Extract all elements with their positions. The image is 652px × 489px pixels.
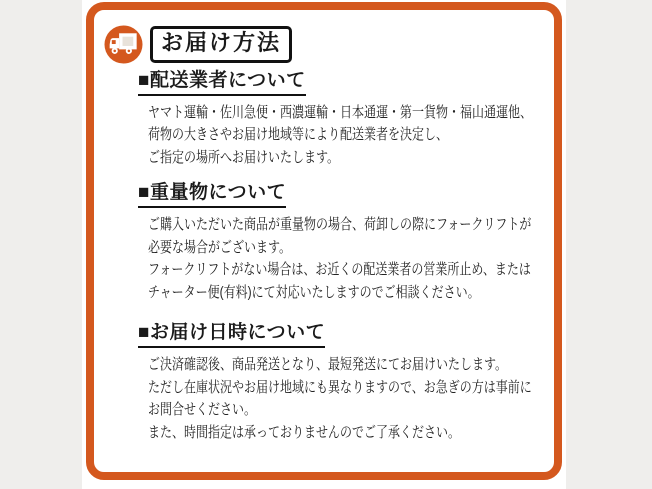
section-carriers	[138, 71, 540, 169]
text-line: ヤマト運輸・佐川急便・西濃運輸・日本通運・第一貨物・福山通運他、	[148, 103, 533, 121]
sections-container	[138, 71, 540, 444]
card-header	[94, 10, 554, 64]
delivery-info-card	[86, 2, 562, 480]
section-delivery-datetime	[138, 323, 540, 444]
text-line: 必要な場合がございます。	[148, 238, 292, 256]
text-line: 荷物の大きさやお届け地域等により配送業者を決定し、	[148, 126, 449, 144]
text-line: ご購入いただいた商品が重量物の場合、荷卸しの際にフォークリフトが	[148, 216, 532, 234]
text-line: ただし在庫状況やお届け地域にも異なりますので、お急ぎの方は事前に	[148, 378, 532, 396]
section-heavy-items-heading: ■重量物について	[138, 183, 286, 208]
section-heavy-items-body	[148, 214, 532, 304]
section-delivery-datetime-body	[148, 354, 532, 444]
section-heavy-items	[138, 183, 540, 304]
section-delivery-datetime-heading: ■お届け日時について	[138, 323, 325, 348]
page-title: お届け方法	[150, 26, 292, 62]
truck-icon	[104, 25, 143, 64]
section-carriers-body	[148, 102, 533, 170]
text-line: また、時間指定は承っておりませんのでご了承ください。	[148, 423, 461, 441]
text-line: お問合せください。	[148, 401, 257, 419]
text-line: ご指定の場所へお届けいたします。	[148, 148, 340, 166]
text-line: チャーター便(有料)にて対応いたしますのでご相談ください。	[148, 283, 480, 301]
section-carriers-heading: ■配送業者について	[138, 71, 306, 96]
content-column	[82, 0, 566, 489]
text-line: ご決済確認後、商品発送となり、最短発送にてお届けいたします。	[148, 356, 508, 374]
text-line: フォークリフトがない場合は、お近くの配送業者の営業所止め、または	[148, 261, 531, 279]
